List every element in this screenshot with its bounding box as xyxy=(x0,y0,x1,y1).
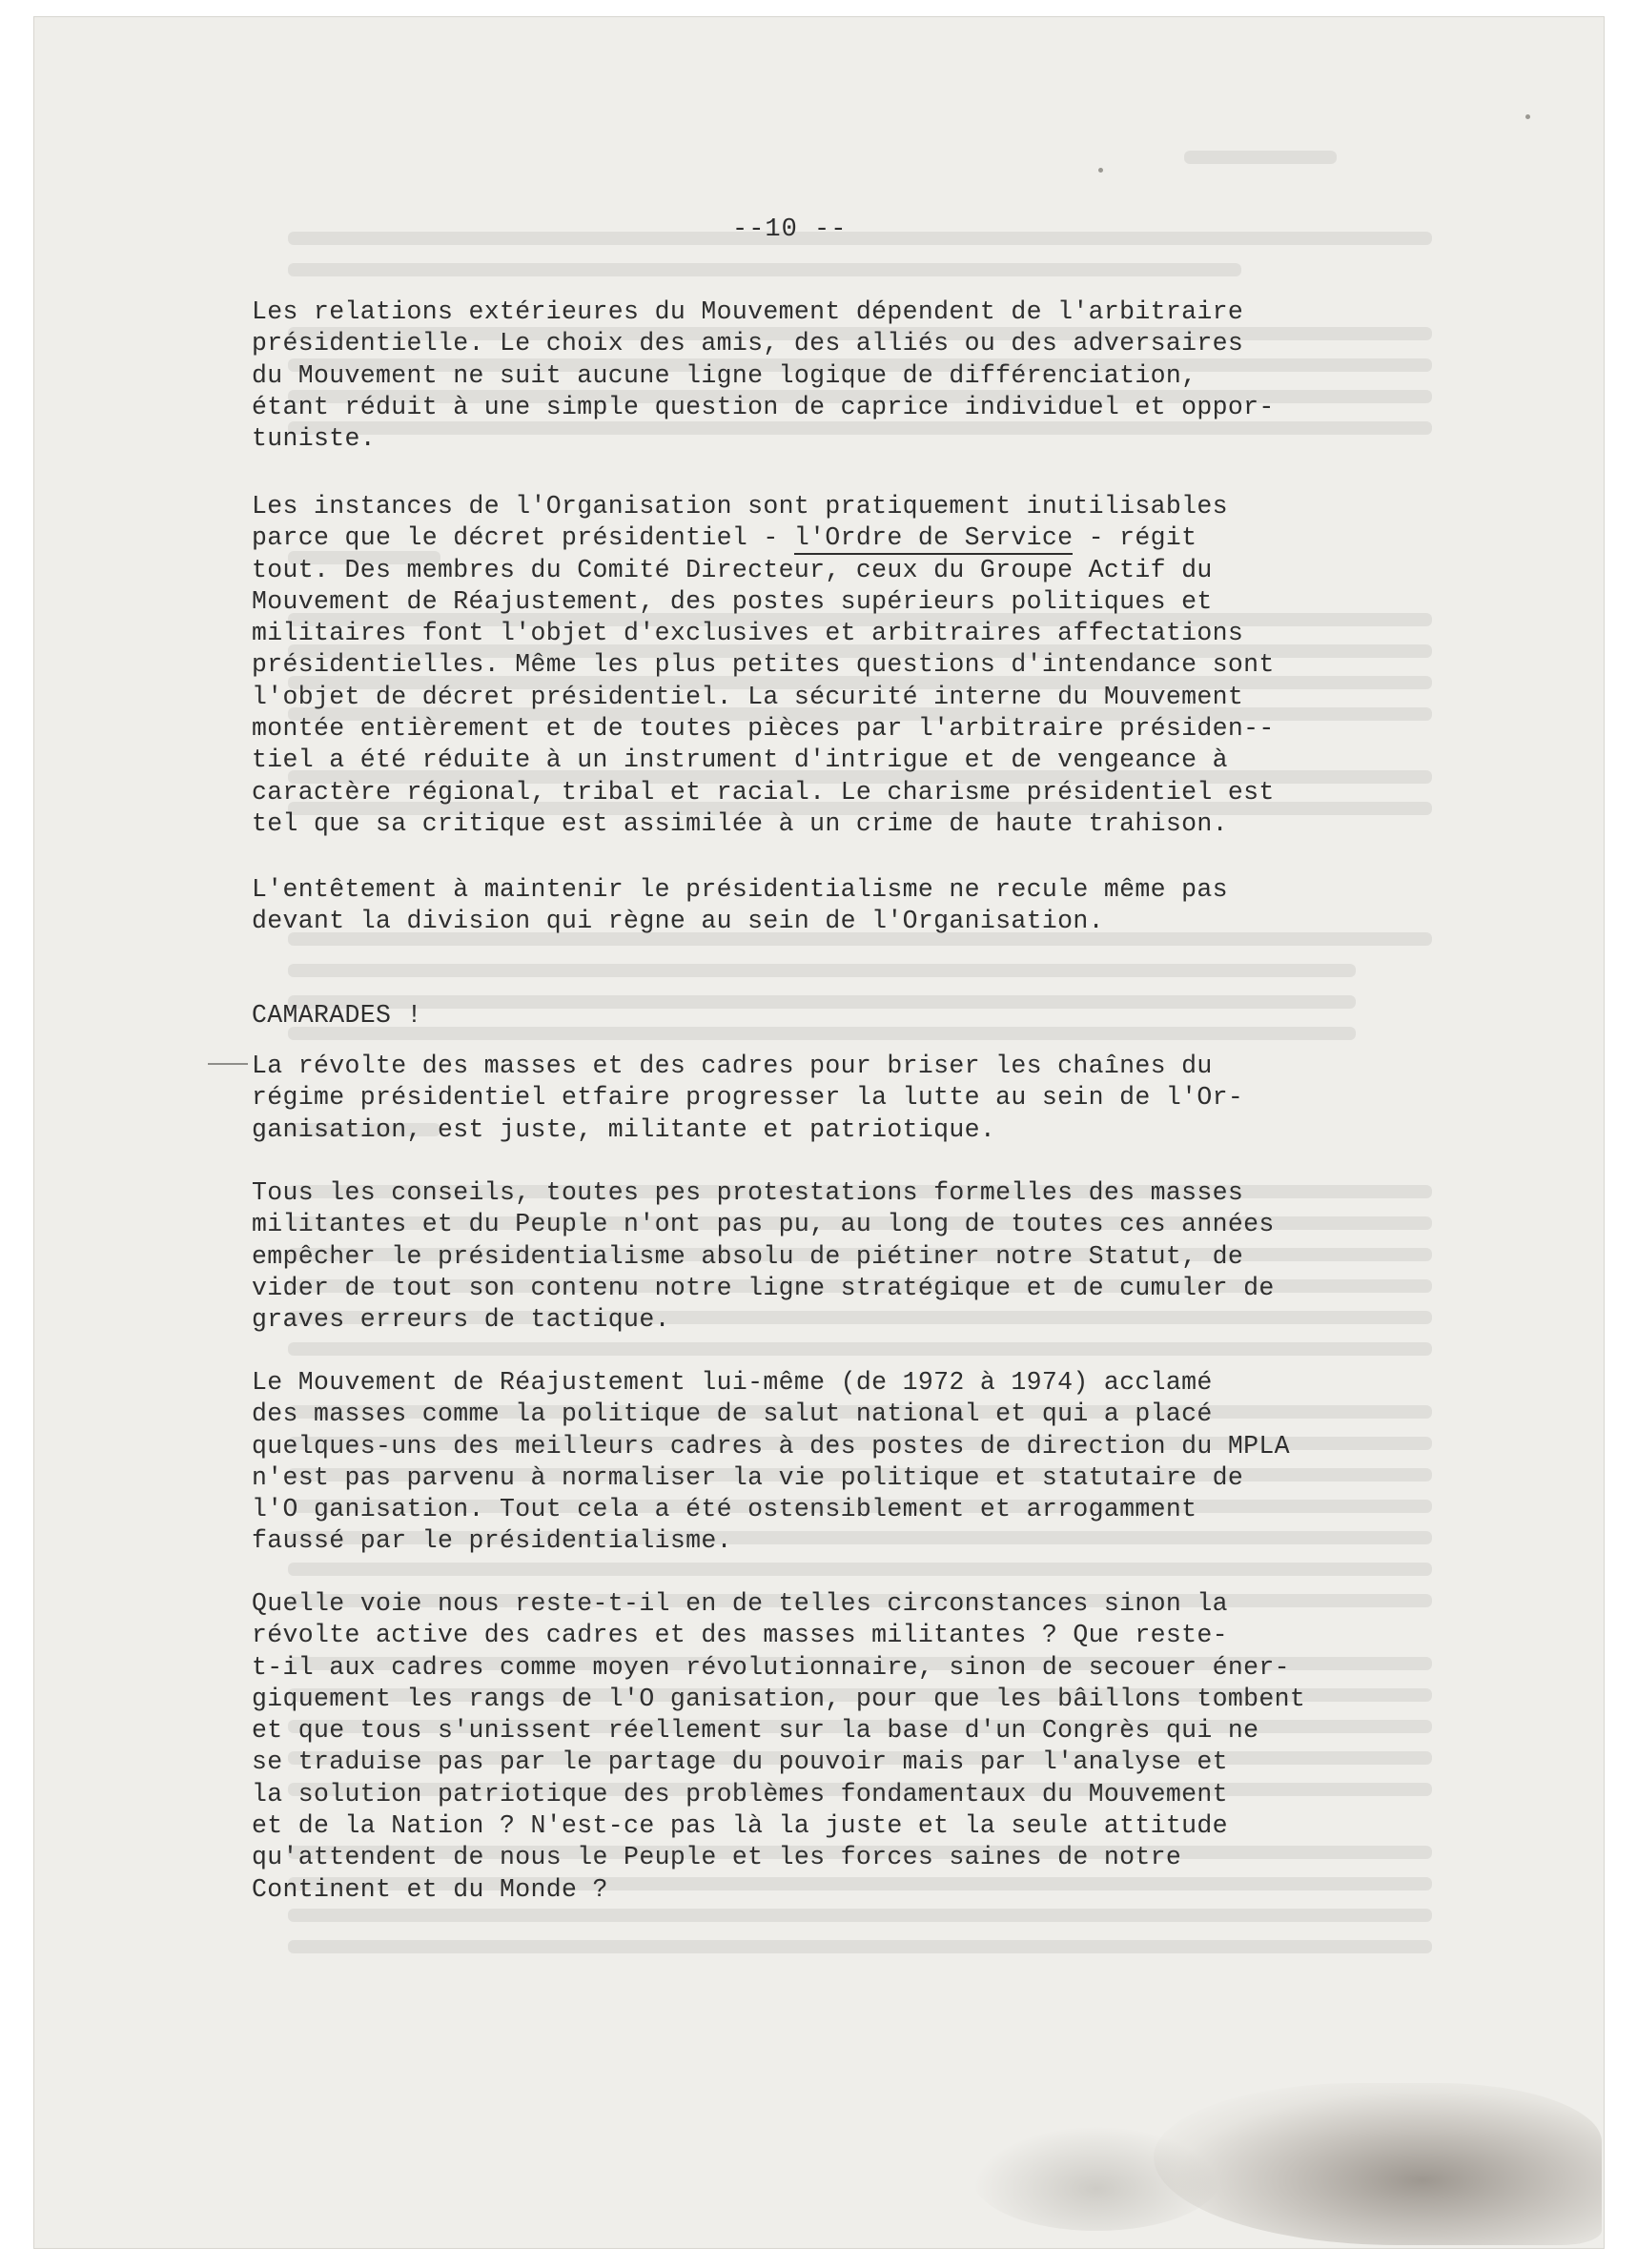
text-line: Le Mouvement de Réajustement lui-même (de 1972 à 1974) acclamé xyxy=(252,1368,1213,1397)
paragraph-readjustment xyxy=(252,1367,1396,1558)
text-line: se traduise pas par le partage du pouvoir mais par l'analyse et xyxy=(252,1747,1228,1777)
text-line: révolte active des cadres et des masses militantes ? Que reste- xyxy=(252,1621,1228,1650)
text-line: militaires font l'objet d'exclusives et arbitraires affectations xyxy=(252,619,1244,648)
text-line: et de la Nation ? N'est-ce pas là la juste et la seule attitude xyxy=(252,1811,1228,1841)
paragraph-obstinacy xyxy=(252,874,1396,938)
text-line: qu'attendent de nous le Peuple et les forces saines de notre xyxy=(252,1843,1182,1872)
text-line: graves erreurs de tactique. xyxy=(252,1305,670,1335)
text-line: étant réduit à une simple question de caprice individuel et oppor- xyxy=(252,392,1275,421)
text-line: tel que sa critique est assimilée à un crime de haute trahison. xyxy=(252,808,1228,838)
paragraph-what-path xyxy=(252,1588,1396,1906)
paper-speck xyxy=(1098,168,1103,173)
underlined-phrase: l'Ordre de Service xyxy=(794,523,1074,555)
text-line: militantes et du Peuple n'ont pas pu, au long de toutes ces années xyxy=(252,1210,1275,1239)
text-line: Tous les conseils, toutes pes protestations formelles des masses xyxy=(252,1178,1244,1207)
text-line: quelques-uns des meilleurs cadres à des postes de direction du MPLA xyxy=(252,1431,1290,1461)
margin-mark xyxy=(208,1063,248,1065)
text-line: giquement les rangs de l'O ganisation, pour que les bâillons tombent xyxy=(252,1684,1306,1713)
text-line: La révolte des masses et des cadres pour briser les chaînes du xyxy=(252,1052,1213,1080)
text-line: présidentielles. Même les plus petites questions d'intendance sont xyxy=(252,650,1275,680)
paragraph-counsels xyxy=(252,1177,1396,1336)
text-line: tout. Des membres du Comité Directeur, ceux du Groupe Actif du xyxy=(252,555,1213,584)
text-line: Les instances de l'Organisation sont pratiquement inutilisables xyxy=(252,492,1228,521)
text-line: L'entêtement à maintenir le présidentialisme ne recule même pas xyxy=(252,875,1228,904)
text-line: régime présidentiel etfaire progresser la lutte au sein de l'Or- xyxy=(252,1083,1244,1113)
text-line: caractère régional, tribal et racial. Le charisme présidentiel est xyxy=(252,777,1275,807)
text-line: l'O ganisation. Tout cela a été ostensiblement et arrogamment xyxy=(252,1495,1197,1524)
text-segment: parce que le décret présidentiel - xyxy=(252,523,794,553)
paper-speck xyxy=(1525,114,1530,119)
text-line: empêcher le présidentialisme absolu de piétiner notre Statut, de xyxy=(252,1241,1244,1271)
paragraph-foreign-relations xyxy=(252,296,1396,455)
text-line: des masses comme la politique de salut national et qui a placé xyxy=(252,1400,1213,1429)
text-line: montée entièrement et de toutes pièces par l'arbitraire présiden-- xyxy=(252,714,1275,744)
text-line: Continent et du Monde ? xyxy=(252,1874,608,1904)
text-line: Les relations extérieures du Mouvement dépendent de l'arbitraire xyxy=(252,297,1244,326)
text-segment: - régit xyxy=(1073,523,1197,553)
text-line: t-il aux cadres comme moyen révolutionnaire, sinon de secouer éner- xyxy=(252,1652,1290,1682)
text-line: tiel a été réduite à un instrument d'intrigue et de vengeance à xyxy=(252,746,1228,775)
paragraph-organisation-instances xyxy=(252,491,1396,840)
text-line: présidentielle. Le choix des amis, des alliés ou des adversaires xyxy=(252,329,1244,358)
page-number: --10 -- xyxy=(732,215,848,244)
text-line: vider de tout son contenu notre ligne stratégique et de cumuler de xyxy=(252,1273,1275,1302)
text-line: l'objet de décret présidentiel. La sécurité interne du Mouvement xyxy=(252,682,1244,711)
text-line: tuniste. xyxy=(252,424,377,454)
text-line: n'est pas parvenu à normaliser la vie politique et statutaire de xyxy=(252,1462,1244,1492)
text-line-with-underline xyxy=(252,522,1396,554)
text-line: Quelle voie nous reste-t-il en de telles circonstances sinon la xyxy=(252,1589,1228,1618)
text-line: devant la division qui règne au sein de l'Organisation. xyxy=(252,907,1104,936)
text-line: la solution patriotique des problèmes fondamentaux du Mouvement xyxy=(252,1779,1228,1808)
text-line: du Mouvement ne suit aucune ligne logique de différenciation, xyxy=(252,360,1197,390)
heading-camarades: CAMARADES ! xyxy=(252,1001,422,1030)
text-line: ganisation, est juste, militante et patriotique. xyxy=(252,1114,996,1144)
text-line: faussé par le présidentialisme. xyxy=(252,1526,732,1556)
text-line: Mouvement de Réajustement, des postes supérieurs politiques et xyxy=(252,586,1213,616)
text-line: et que tous s'unissent réellement sur la base d'un Congrès qui ne xyxy=(252,1716,1259,1746)
paragraph-revolt xyxy=(252,1051,1396,1146)
section-heading xyxy=(252,1000,1396,1032)
